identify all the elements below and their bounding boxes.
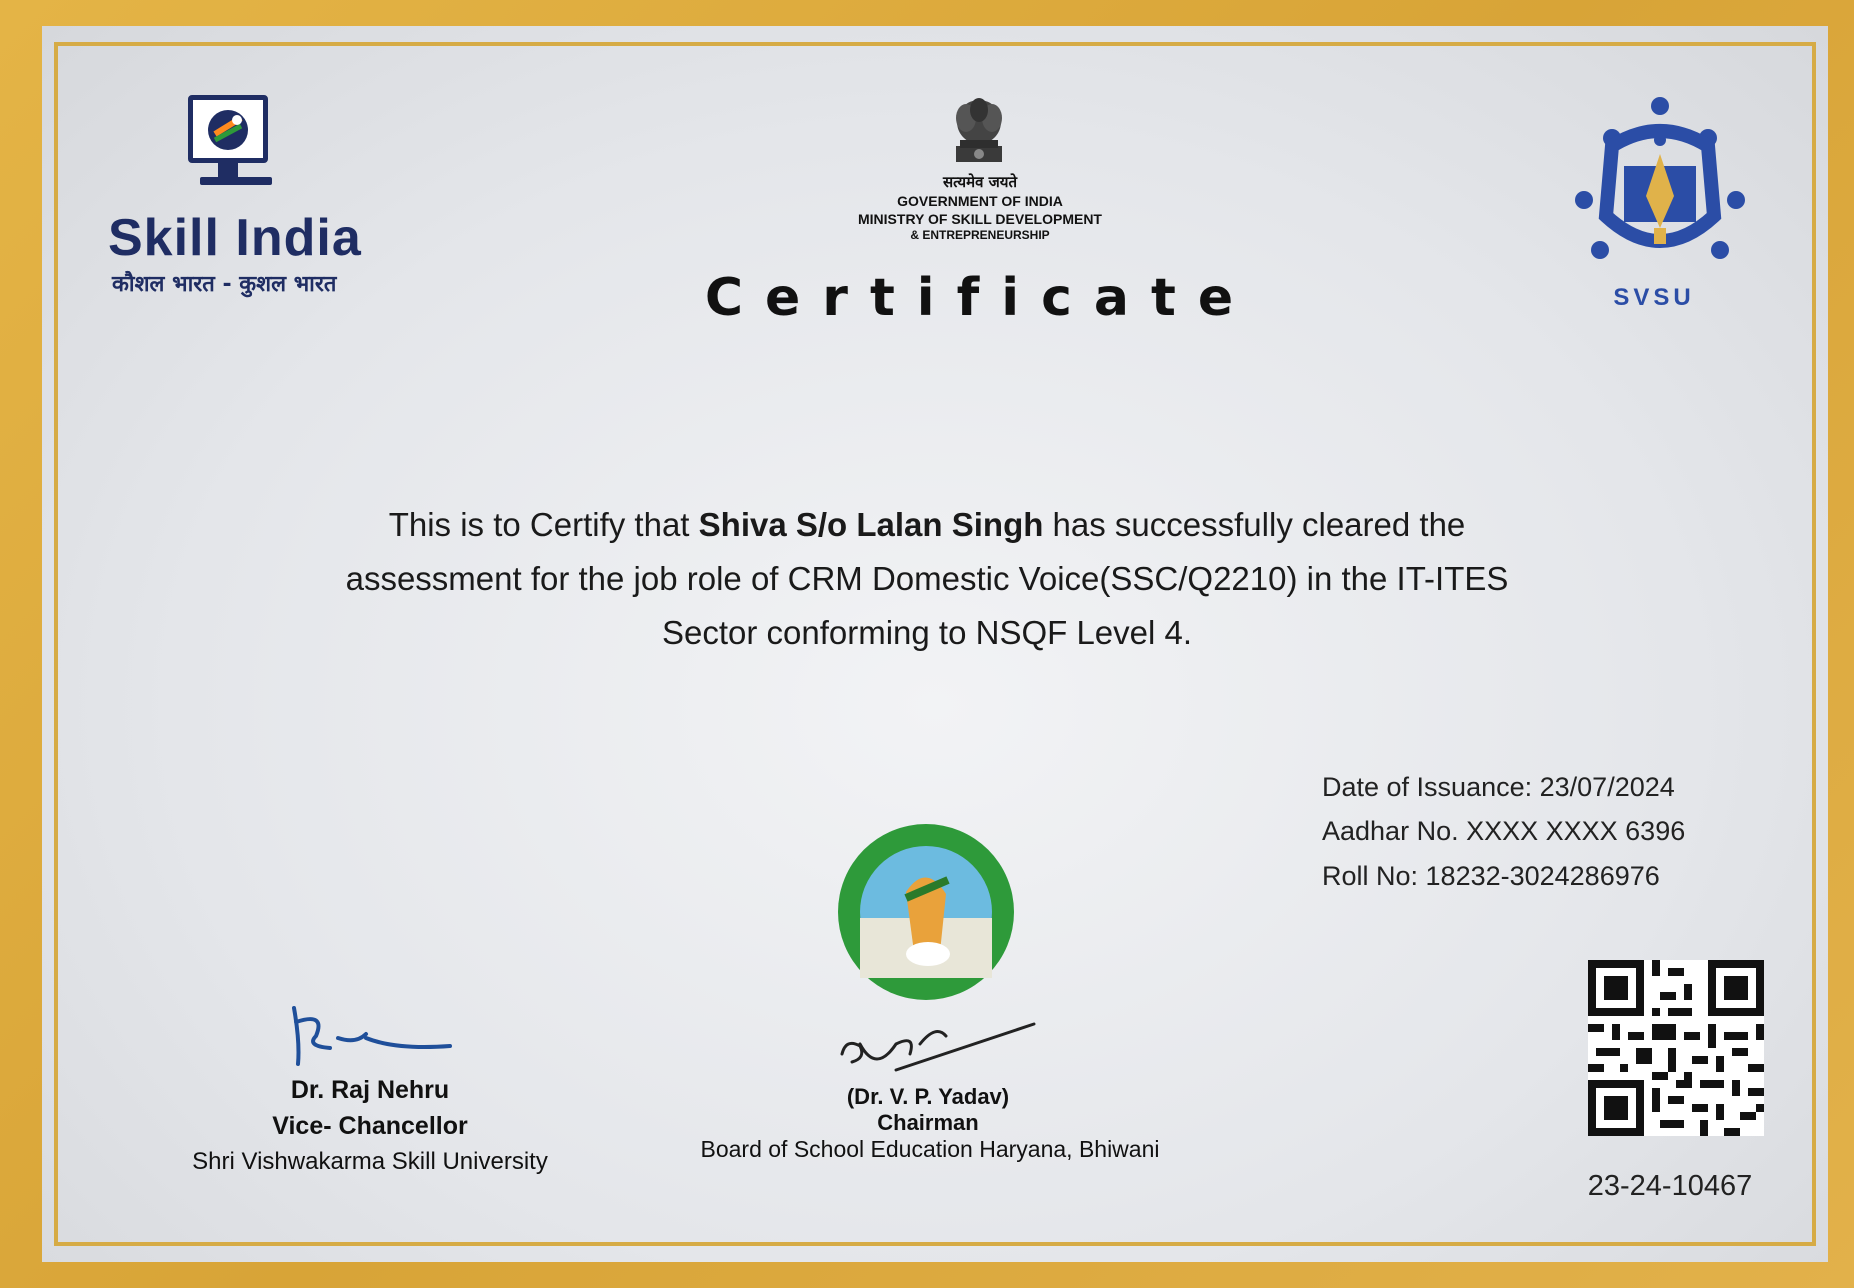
ministry-line-2: & ENTREPRENEURSHIP <box>910 228 1050 242</box>
statement-prefix: This is to Certify that <box>388 506 699 543</box>
skill-india-tagline: कौशल भारत - कुशल भारत <box>112 272 337 297</box>
roll-number: Roll No: 18232-3024286976 <box>1322 861 1660 891</box>
monitor-stand <box>218 163 238 177</box>
emblem-motto: सत्यमेव जयते <box>942 173 1018 191</box>
skill-india-title: Skill India <box>108 209 362 267</box>
svsu-label: SVSU <box>1613 284 1695 311</box>
signature-left-icon <box>286 1002 456 1072</box>
left-signatory-name: Dr. Raj Nehru <box>290 1076 450 1104</box>
qr-code-icon <box>1588 960 1764 1136</box>
monitor-base <box>200 177 272 185</box>
svsu-logo-icon <box>1564 96 1756 276</box>
statement-line-3: Sector conforming to NSQF Level 4. <box>661 614 1193 651</box>
certificate-serial-number: 23-24-10467 <box>1587 1170 1753 1202</box>
national-emblem-icon <box>948 88 1010 172</box>
recipient-name: Shiva S/o Lalan Singh <box>698 506 1044 543</box>
aadhar-number: Aadhar No. XXXX XXXX 6396 <box>1322 816 1686 846</box>
center-signatory-name: (Dr. V. P. Yadav) <box>846 1084 1010 1109</box>
date-of-issuance: Date of Issuance: 23/07/2024 <box>1322 772 1675 802</box>
certificate-statement <box>220 498 1634 660</box>
statement-line-1-suffix: has successfully cleared the <box>1043 506 1466 543</box>
certificate-title: Certificate <box>704 268 1256 328</box>
board-seal-icon <box>836 822 1016 1002</box>
statement-line-1 <box>220 498 1634 552</box>
signature-center-icon <box>836 1014 1036 1080</box>
left-signatory-organization: Shri Vishwakarma Skill University <box>192 1148 548 1175</box>
skill-india-logo-icon <box>188 95 268 163</box>
government-of-india: GOVERNMENT OF INDIA <box>897 193 1063 209</box>
statement-line-2: assessment for the job role of CRM Domestic Voice(SSC/Q2210) in the IT-ITES <box>345 560 1509 597</box>
center-signatory-designation: Chairman <box>877 1110 979 1135</box>
ministry-line-1: MINISTRY OF SKILL DEVELOPMENT <box>858 211 1102 227</box>
center-signatory-organization: Board of School Education Haryana, Bhiwani <box>700 1136 1160 1162</box>
left-signatory-designation: Vice- Chancellor <box>272 1112 468 1140</box>
